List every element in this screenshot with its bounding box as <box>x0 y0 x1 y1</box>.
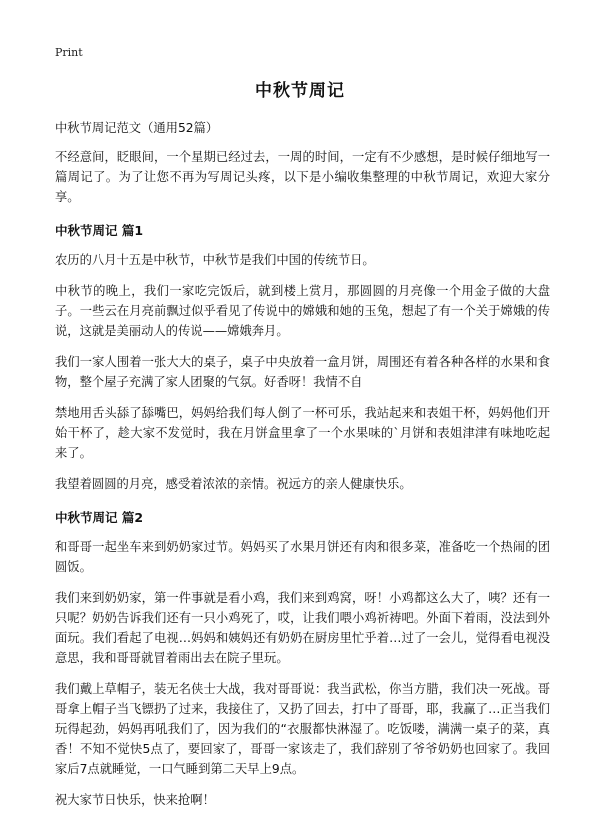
paragraph: 我们戴上草帽子，装无名侠士大战，我对哥哥说：我当武松，你当方腊，我们决一死战。哥哥拿上帽子当飞镖扔了过来，我接住了，又扔了回去，打中了哥哥，耶，我赢了…正当我们玩得起劲，妈妈再吼我们了，因为我们的“衣服都快淋湿了。吃饭喽，满满一桌子的菜，真香！不知不觉快5点了，要回家了，哥哥一家该走了，我们辞别了爷爷奶奶也回家了。我回家后7点就睡觉，一口气睡到第二天早上9点。 <box>55 682 550 776</box>
paragraph: 农历的八月十五是中秋节，中秋节是我们中国的传统节日。 <box>55 253 375 267</box>
article-body <box>55 118 550 821</box>
section-heading: 中秋节周记 篇1 <box>55 223 144 238</box>
paragraph: 我们一家人围着一张大大的桌子，桌子中央放着一盒月饼，周围还有着各种各样的水果和食物，整个屋子充满了家人团聚的气氛。好香呀！我情不自 <box>55 355 550 389</box>
paragraph: 我们来到奶奶家，第一件事就是看小鸡，我们来到鸡窝，呀！小鸡都这么大了，咦？还有一只呢？奶奶告诉我们还有一只小鸡死了，哎，让我们喂小鸡祈祷吧。外面下着雨，没法到外面玩。我们看起了电视…妈妈和姨妈还有奶奶在厨房里忙乎着…过了一会儿，觉得看电视没意思，我和哥哥就冒着雨出去在院子里玩。 <box>55 591 550 665</box>
paragraph: 禁地用舌头舔了舔嘴巴，妈妈给我们每人倒了一杯可乐，我站起来和表姐干杯，妈妈他们开始干杯了，趁大家不发觉时，我在月饼盒里拿了一个水果味的`月饼和表姐津津有味地吃起来了。 <box>55 406 550 460</box>
article-subtitle: 中秋节周记范文（通用52篇） <box>55 121 219 135</box>
section-heading: 中秋节周记 篇2 <box>55 510 144 525</box>
paragraph: 我望着圆圆的月亮，感受着浓浓的亲情。祝远方的亲人健康快乐。 <box>55 477 412 491</box>
paragraph: 和哥哥一起坐车来到奶奶家过节。妈妈买了水果月饼还有肉和很多菜，准备吃一个热闹的团圆饭。 <box>55 540 550 574</box>
intro-paragraph: 不经意间，眨眼间，一个星期已经过去，一周的时间，一定有不少感想，是时候仔细地写一篇周记了。为了让您不再为写周记头疼，以下是小编收集整理的中秋节周记，欢迎大家分享。 <box>55 150 550 204</box>
print-link[interactable]: Print <box>55 46 83 59</box>
paragraph: 祝大家节日快乐，快来抢啊！ <box>55 793 215 807</box>
page-title: 中秋节周记 <box>255 81 345 101</box>
paragraph: 中秋节的晚上，我们一家吃完饭后，就到楼上赏月，那圆圆的月亮像一个用金子做的大盘子。一些云在月亮前飘过似乎看见了传说中的嫦娥和她的玉兔，想起了有一个关于嫦娥的传说，这就是美丽动人的传说——嫦娥奔月。 <box>55 284 550 338</box>
